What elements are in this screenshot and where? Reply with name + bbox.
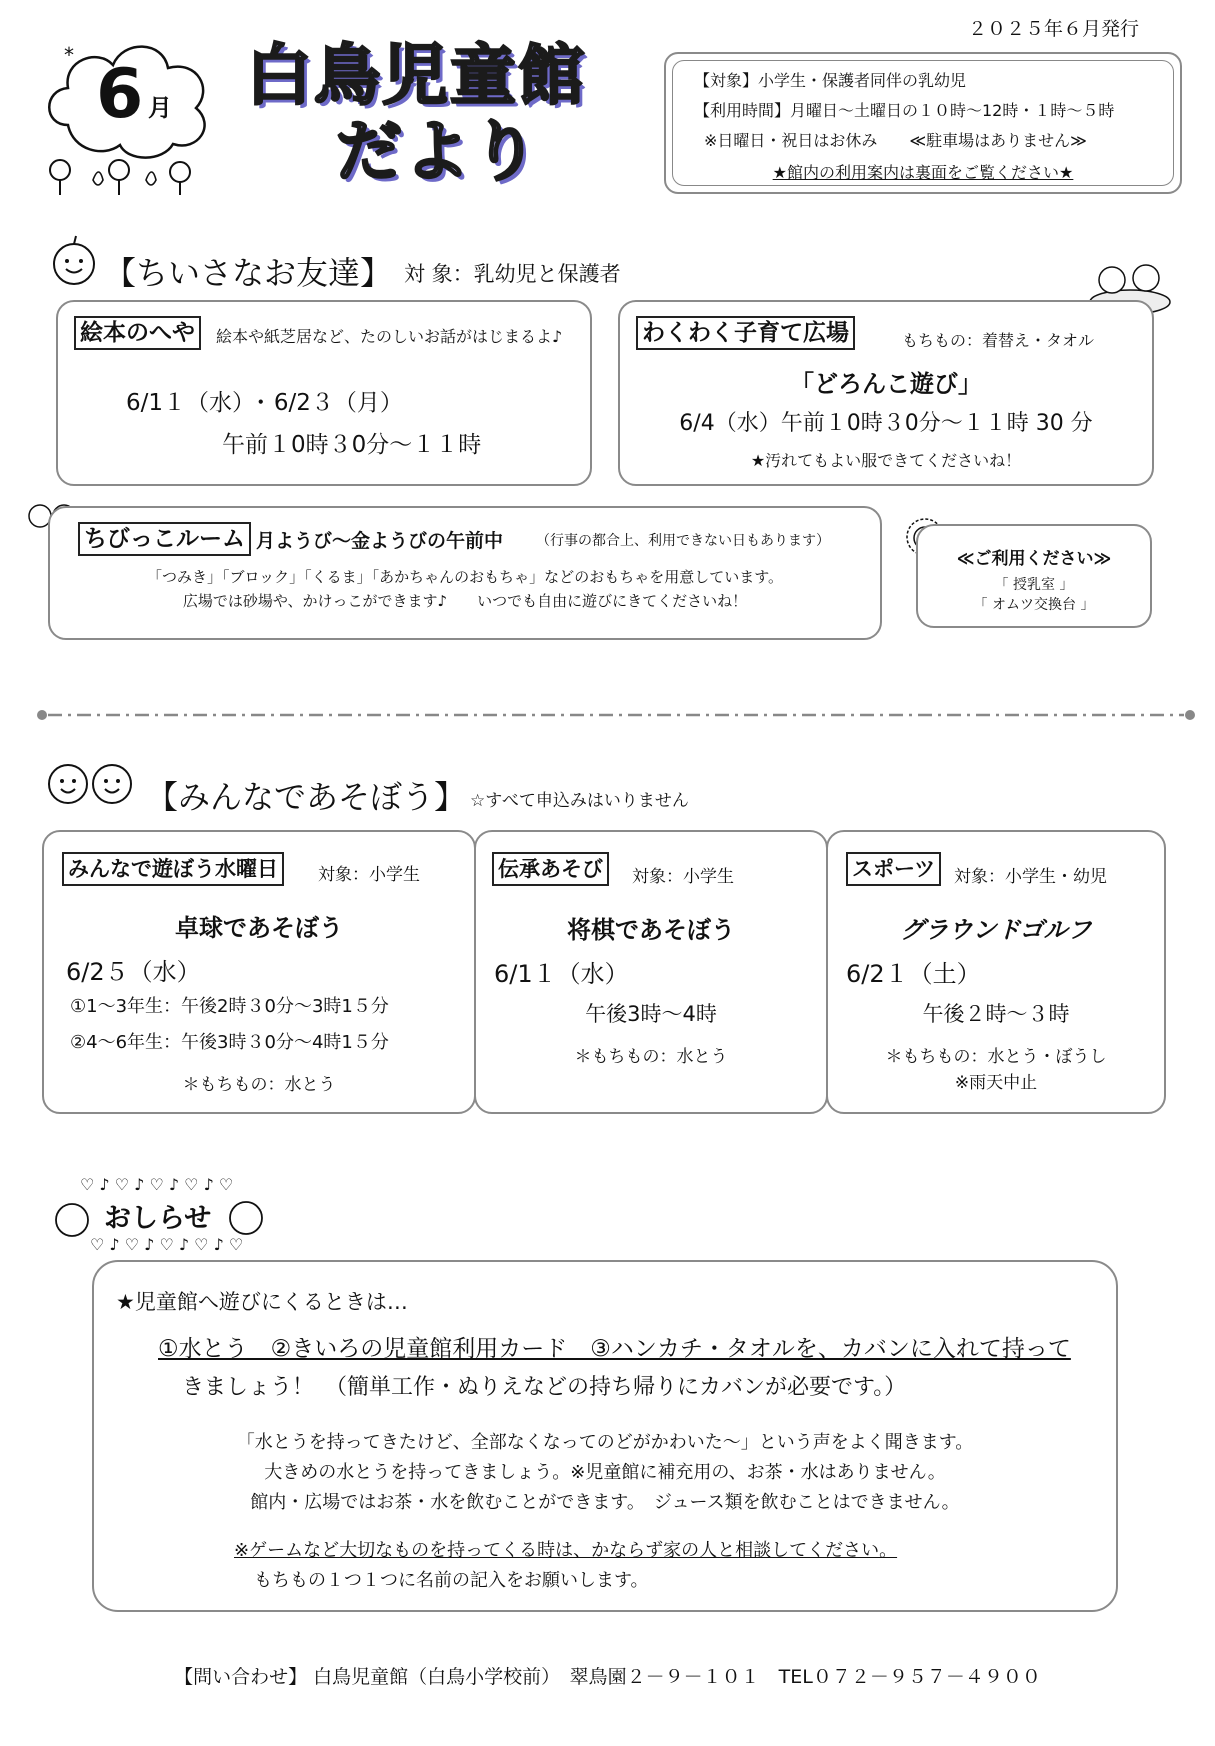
- info-box: [664, 52, 1182, 194]
- sports-tag: スポーツ: [846, 852, 941, 886]
- wakuwaku-tag: わくわく子育て広場: [636, 316, 855, 350]
- info-guide: ★館内の利用案内は裏面をご覧ください★: [772, 163, 1074, 182]
- densho-title: 将棋であそぼう: [567, 916, 735, 944]
- wakuwaku-bring: もちもの：着替え・タオル: [902, 331, 1095, 350]
- section-divider: [36, 706, 1196, 718]
- riyou-item1: 「 授乳室 」: [994, 577, 1074, 593]
- densho-date: 6/1１（水）: [494, 960, 629, 988]
- ehon-desc: 絵本や紙芝居など、たのしいお話がはじまるよ♪: [216, 327, 563, 346]
- wednesday-slot1: ①1～3年生：午後2時３0分～3時1５分: [70, 996, 389, 1017]
- wednesday-box: [42, 830, 476, 1114]
- sports-bring: ＊もちもの：水とう・ぼうし: [885, 1047, 1107, 1067]
- month-number: 6: [96, 55, 144, 134]
- notice-items-line: ①水とう ②きいろの児童館利用カード ③ハンカチ・タオルを、カバンに入れて持って: [158, 1336, 1071, 1362]
- wakuwaku-title: 「どろんこ遊び」: [790, 370, 982, 398]
- notice-p1: 「水とうを持ってきたけど、全部なくなってのどがかわいた～」という声をよく聞きます。: [236, 1432, 974, 1453]
- wakuwaku-note: ★汚れてもよい服できてくださいね！: [750, 451, 1022, 470]
- svg-text:♡ ♪ ♡ ♪ ♡ ♪ ♡ ♪ ♡: ♡ ♪ ♡ ♪ ♡ ♪ ♡ ♪ ♡: [90, 1235, 244, 1252]
- chibikko-line2: 広場では砂場や、かけっこができます♪ いつでも自由に遊びにきてくださいね！: [182, 592, 748, 610]
- newsletter-title-line1: 白鳥児童館: [246, 37, 586, 114]
- chibikko-box: [48, 506, 882, 640]
- newsletter-title-line2: だより: [336, 113, 540, 190]
- notice-p5: もちもの１つ１つに名前の記入をお願いします。: [254, 1570, 649, 1591]
- wednesday-bring: ＊もちもの：水とう: [182, 1075, 336, 1095]
- wednesday-title: 卓球であそぼう: [175, 914, 343, 942]
- notice-heading: おしらせ: [104, 1203, 212, 1234]
- small-friends-target: 対 象：乳幼児と保護者: [404, 262, 621, 286]
- densho-time: 午後3時～4時: [585, 1002, 717, 1026]
- month-suffix: 月: [148, 94, 172, 122]
- sports-rain: ※雨天中止: [954, 1073, 1038, 1093]
- play-together-note: ☆すべて申込みはいりません: [470, 791, 689, 811]
- chibikko-schedule: 月ようび～金ようびの午前中: [256, 530, 504, 552]
- wakuwaku-box: [618, 300, 1154, 486]
- densho-tag: 伝承あそび: [492, 852, 609, 886]
- wakuwaku-datetime: 6/4（水）午前１0時３0分～１１時 30 分: [679, 411, 1093, 436]
- play-together-heading: 【みんなであそぼう】: [146, 778, 467, 816]
- wednesday-slot2: ②4～6年生：午後3時３0分～4時1５分: [70, 1032, 389, 1053]
- densho-box: [474, 830, 828, 1114]
- month-cloud-badge: [38, 30, 218, 200]
- notice-p4: ※ゲームなど大切なものを持ってくる時は、かならず家の人と相談してください。: [234, 1540, 898, 1561]
- footer-contact: 【問い合わせ】 白鳥児童館（白鳥小学校前） 翠鳥園２－９－１０１ TEL０７２－９５７－４９００: [174, 1666, 1041, 1688]
- svg-text:*: *: [64, 43, 74, 67]
- issue-date: ２０２５年６月発行: [968, 18, 1140, 40]
- ehon-box: [56, 300, 592, 486]
- sports-box: [826, 830, 1166, 1114]
- notice-p3: 館内・広場ではお茶・水を飲むことができます。 ジュース類を飲むことはできません。: [250, 1492, 960, 1513]
- notice-box: [92, 1260, 1118, 1612]
- sports-time: 午後２時～３時: [922, 1002, 1070, 1026]
- sports-target: 対象：小学生・幼児: [954, 867, 1107, 887]
- svg-text:♡ ♪ ♡ ♪ ♡ ♪ ♡ ♪ ♡: ♡ ♪ ♡ ♪ ♡ ♪ ♡ ♪ ♡: [80, 1175, 234, 1194]
- sports-title: グラウンドゴルフ: [900, 916, 1092, 944]
- info-closed: ※日曜日・祝日はお休み ≪駐車場はありません≫: [704, 131, 1087, 150]
- riyou-item2: 「 オムツ交換台 」: [973, 597, 1095, 613]
- chibikko-line1: 「つみき」「ブロック」「くるま」「あかちゃんのおもちゃ」などのおもちゃを用意しています。: [146, 568, 783, 586]
- ehon-dates: 6/1１（水）･ 6/2３（月）: [126, 390, 403, 416]
- info-hours: 【利用時間】月曜日～土曜日の１０時～12時・１時～５時: [694, 101, 1115, 120]
- info-target: 【対象】小学生・保護者同伴の乳幼児: [694, 71, 967, 90]
- smiling-fruits-icon: [40, 760, 144, 806]
- ehon-time: 午前１0時３0分～１１時: [222, 432, 482, 458]
- small-friends-heading: 【ちいさなお友達】: [104, 254, 393, 292]
- chibikko-tag: ちびっこルーム: [78, 522, 251, 556]
- densho-target: 対象：小学生: [632, 867, 734, 887]
- riyou-title: ≪ご利用ください≫: [956, 549, 1112, 569]
- densho-bring: ＊もちもの：水とう: [574, 1047, 728, 1067]
- wednesday-target: 対象：小学生: [318, 865, 420, 885]
- apple-face-icon: [48, 234, 100, 286]
- notice-p2: 大きめの水とうを持ってきましょう。※児童館に補充用の、お茶・水はありません。: [264, 1462, 946, 1483]
- ehon-tag: 絵本のへや: [74, 316, 201, 350]
- notice-intro: ★児童館へ遊びにくるときは…: [116, 1290, 408, 1314]
- sports-date: 6/2１（土）: [846, 960, 981, 988]
- riyou-box: [916, 524, 1152, 628]
- wednesday-date: 6/2５（水）: [66, 958, 201, 986]
- chibikko-note: （行事の都合上、利用できない日もあります）: [536, 533, 830, 549]
- notice-items-line2: きましょう！ （簡単工作・ぬりえなどの持ち帰りにカバンが必要です。）: [182, 1375, 907, 1400]
- wednesday-tag: みんなで遊ぼう水曜日: [62, 852, 284, 886]
